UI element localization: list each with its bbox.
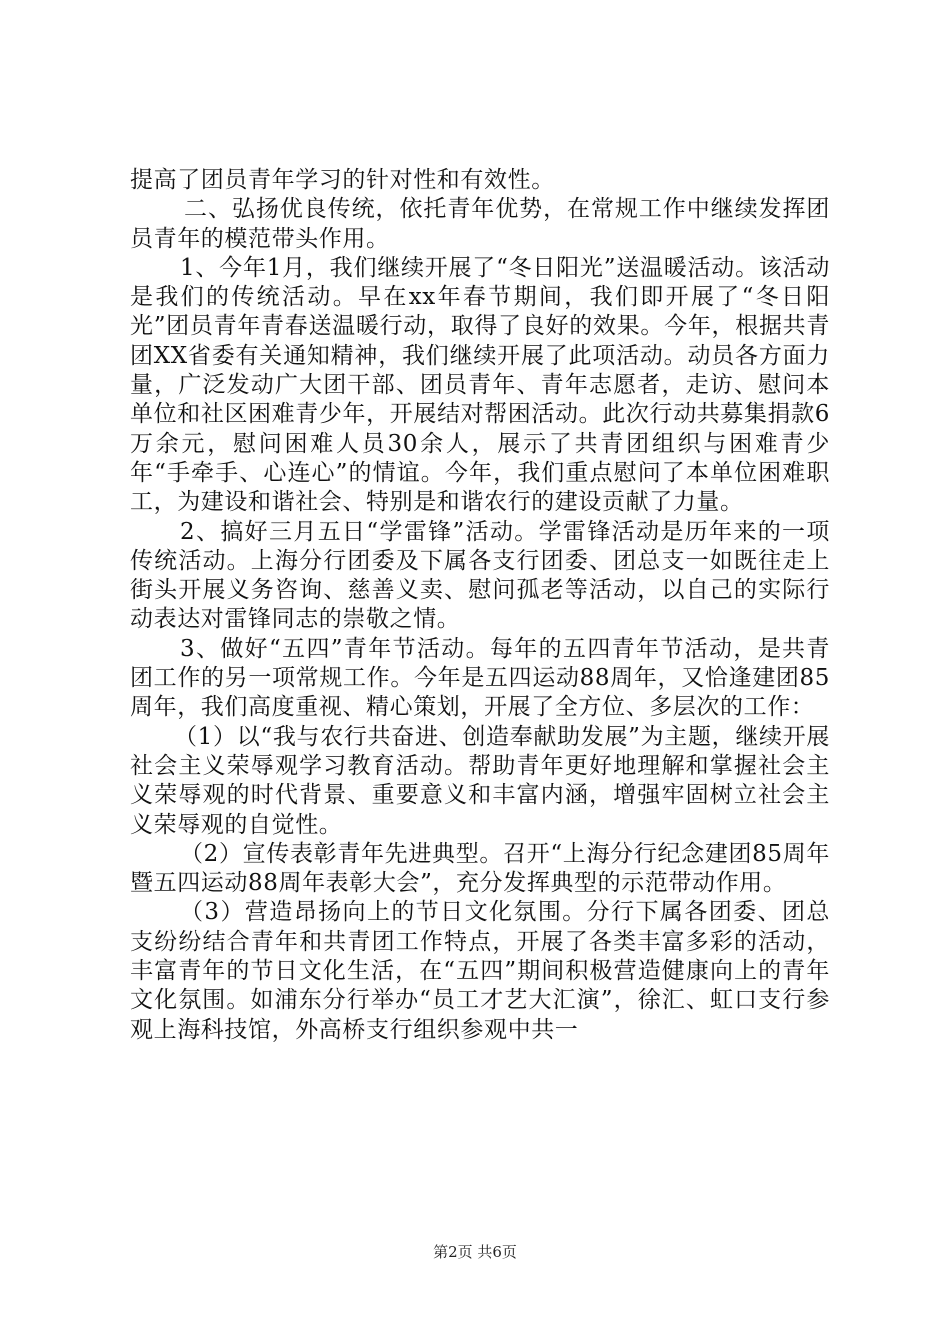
paragraph-8: （3）营造昂扬向上的节日文化氛围。分行下属各团委、团总支纷纷结合青年和共青团工作特点，开展了各类丰富多彩的活动，丰富青年的节日文化生活，在“五四”期间积极营造健康向上的青年文化氛围。如浦东分行举办“员工才艺大汇演”，徐汇、虹口支行参观上海科技馆，外高桥支行组织参观中共一 xyxy=(130,899,830,1043)
paragraph-2: 二、弘扬优良传统，依托青年优势，在常规工作中继续发挥团员青年的模范带头作用。 xyxy=(130,196,830,252)
document-body xyxy=(130,166,830,1045)
paragraph-1: 提高了团员青年学习的针对性和有效性。 xyxy=(130,167,555,193)
paragraph-3: 1、今年1月，我们继续开展了“冬日阳光”送温暖活动。该活动是我们的传统活动。早在xx年春节期间，我们即开展了“冬日阳光”团员青年青春送温暖行动，取得了良好的效果。今年，根据共青团XX省委有关通知精神，我们继续开展了此项活动。动员各方面力量，广泛发动广大团干部、团员青年、青年志愿者，走访、慰问本单位和社区困难青少年，开展结对帮困活动。此次行动共募集捐款6万余元，慰问困难人员30余人，展示了共青团组织与困难青少年“手牵手、心连心”的情谊。今年，我们重点慰问了本单位困难职工，为建设和谐社会、特别是和谐农行的建设贡献了力量。 xyxy=(130,254,830,516)
paragraph-6: （1）以“我与农行共奋进、创造奉献助发展”为主题，继续开展社会主义荣辱观学习教育活动。帮助青年更好地理解和掌握社会主义荣辱观的时代背景、重要意义和丰富内涵，增强牢固树立社会主义荣辱观的自觉性。 xyxy=(130,723,830,838)
paragraph-7: （2）宣传表彰青年先进典型。召开“上海分行纪念建团85周年暨五四运动88周年表彰大会”，充分发挥典型的示范带动作用。 xyxy=(130,840,830,897)
paragraph-4: 2、搞好三月五日“学雷锋”活动。学雷锋活动是历年来的一项传统活动。上海分行团委及下属各支行团委、团总支一如既往走上街头开展义务咨询、慈善义卖、慰问孤老等活动，以自己的实际行动表达对雷锋同志的崇敬之情。 xyxy=(130,518,830,633)
page-footer: 第2页 共6页 xyxy=(433,1243,517,1261)
paragraph-5: 3、做好“五四”青年节活动。每年的五四青年节活动，是共青团工作的另一项常规工作。今年是五四运动88周年，又恰逢建团85周年，我们高度重视、精心策划，开展了全方位、多层次的工作： xyxy=(130,635,830,721)
